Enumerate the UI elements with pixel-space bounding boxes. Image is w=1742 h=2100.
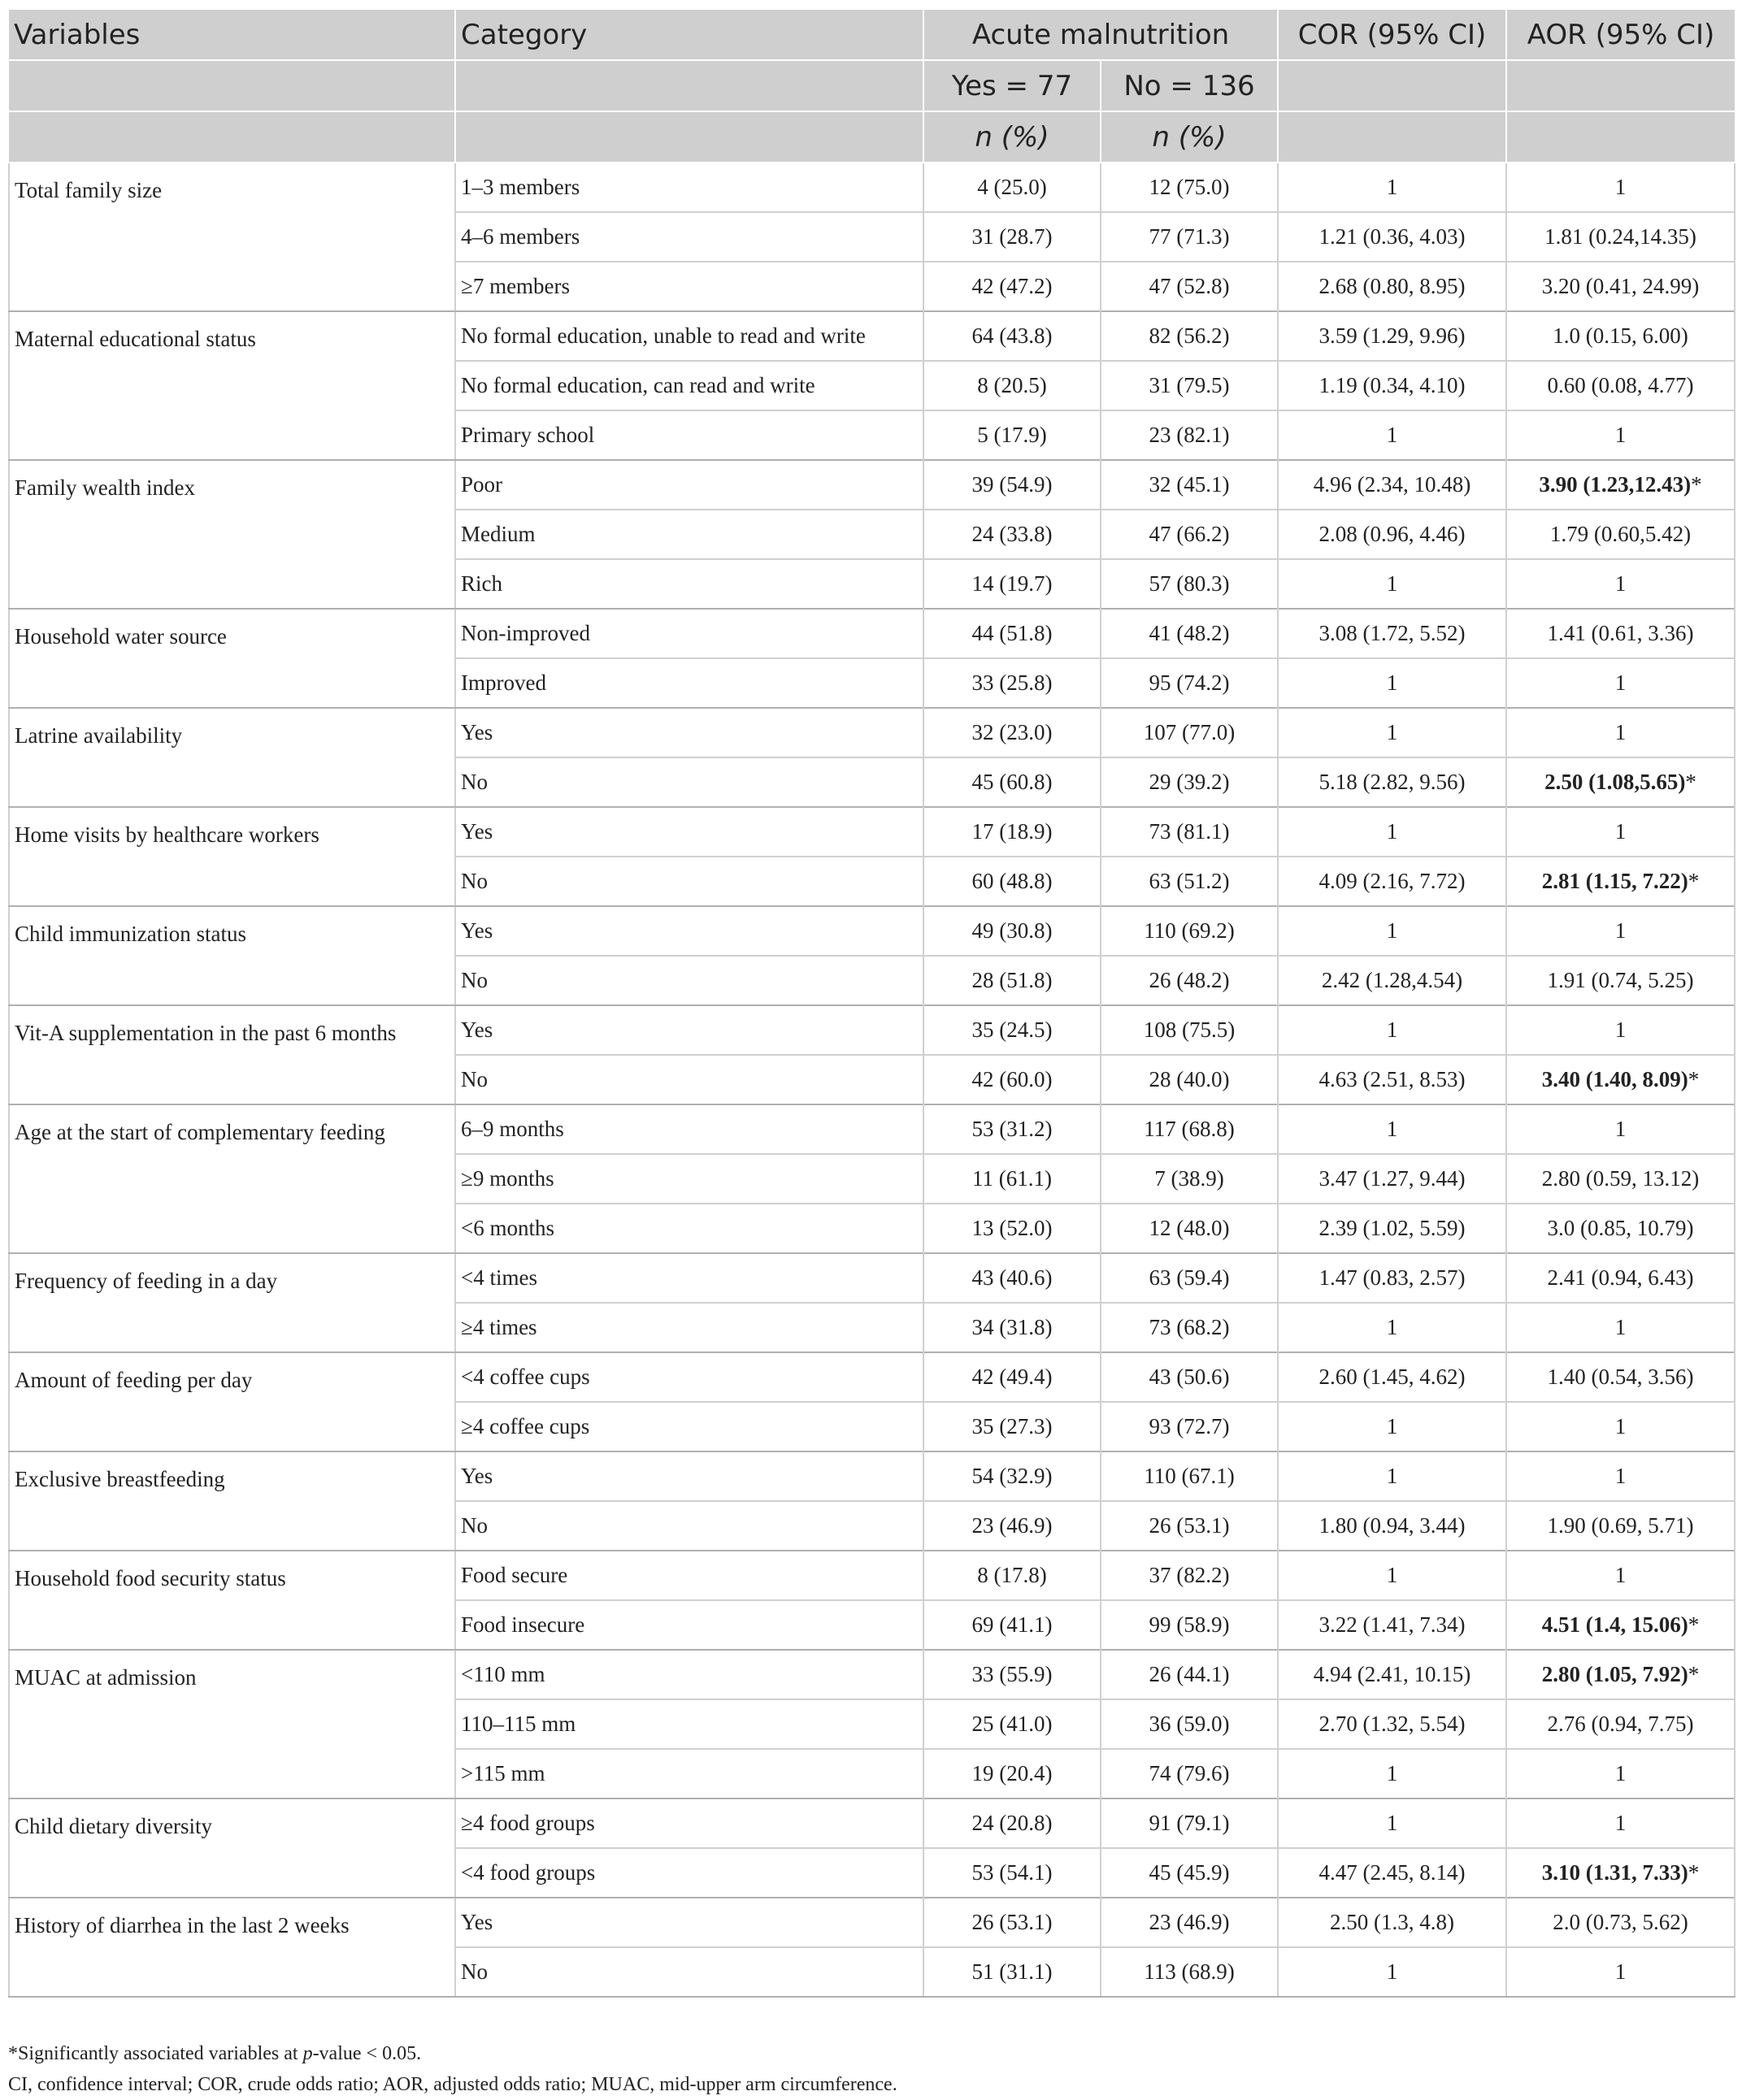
cell-cor: 1 (1278, 559, 1506, 609)
cell-no: 23 (82.1) (1101, 410, 1278, 460)
cell-no: 45 (45.9) (1101, 1848, 1278, 1898)
cell-yes: 45 (60.8) (923, 757, 1101, 807)
footnote-text: *Significantly associated variables at (8, 2043, 303, 2064)
cell-category: <6 months (455, 1204, 923, 1253)
cell-category: No (455, 1055, 923, 1104)
cell-category: No (455, 857, 923, 906)
cell-aor: 1 (1506, 1402, 1735, 1451)
table-row (9, 807, 1735, 857)
table-row (9, 609, 1735, 658)
cell-no: 43 (50.6) (1101, 1352, 1278, 1402)
header-no-count: No = 136 (1101, 60, 1278, 111)
cell-category: Yes (455, 807, 923, 857)
cell-aor: 1 (1506, 410, 1735, 460)
footnote-significance (8, 2038, 1731, 2069)
header-aor: AOR (95% CI) (1506, 10, 1735, 60)
header-blank (9, 60, 455, 111)
header-row-2 (9, 60, 1735, 111)
cell-no: 107 (77.0) (1101, 708, 1278, 757)
table-row (9, 1898, 1735, 1947)
cell-yes: 32 (23.0) (923, 708, 1101, 757)
cell-aor: 1 (1506, 658, 1735, 708)
header-blank (455, 111, 923, 163)
cell-variable: Family wealth index (9, 460, 455, 609)
cell-aor: 2.76 (0.94, 7.75) (1506, 1699, 1735, 1749)
header-yes-count: Yes = 77 (923, 60, 1101, 111)
table-row (9, 163, 1735, 212)
cell-aor: 2.41 (0.94, 6.43) (1506, 1253, 1735, 1303)
cell-variable: Latrine availability (9, 708, 455, 807)
table-row (9, 311, 1735, 361)
table-row (9, 1253, 1735, 1303)
header-row-3 (9, 111, 1735, 163)
cell-variable: Age at the start of complementary feeding (9, 1104, 455, 1253)
cell-cor: 1 (1278, 1303, 1506, 1352)
significance-marker: * (1688, 869, 1700, 893)
cell-no: 74 (79.6) (1101, 1749, 1278, 1798)
cell-aor: 1 (1506, 906, 1735, 956)
cell-category: Medium (455, 510, 923, 559)
cell-category: 6–9 months (455, 1104, 923, 1154)
results-table (8, 10, 1735, 1998)
cell-aor (1506, 460, 1735, 510)
cell-yes: 49 (30.8) (923, 906, 1101, 956)
cell-category: Food insecure (455, 1600, 923, 1650)
cell-cor: 4.94 (2.41, 10.15) (1278, 1650, 1506, 1699)
cell-variable: Child dietary diversity (9, 1798, 455, 1898)
table-row (9, 1352, 1735, 1402)
footnote-p-italic: p (302, 2043, 313, 2064)
cell-variable: Total family size (9, 163, 455, 311)
cell-yes: 23 (46.9) (923, 1501, 1101, 1551)
significance-marker: * (1688, 1612, 1700, 1637)
cell-variable: Frequency of feeding in a day (9, 1253, 455, 1352)
significance-marker: * (1691, 472, 1702, 497)
cell-no: 108 (75.5) (1101, 1005, 1278, 1055)
cell-yes: 17 (18.9) (923, 807, 1101, 857)
cell-cor: 2.60 (1.45, 4.62) (1278, 1352, 1506, 1402)
cell-aor: 1.40 (0.54, 3.56) (1506, 1352, 1735, 1402)
cell-cor: 2.70 (1.32, 5.54) (1278, 1699, 1506, 1749)
cell-yes: 28 (51.8) (923, 956, 1101, 1005)
cell-category: Yes (455, 1898, 923, 1947)
cell-cor: 2.42 (1.28,4.54) (1278, 956, 1506, 1005)
cell-no: 110 (67.1) (1101, 1451, 1278, 1501)
cell-aor: 3.0 (0.85, 10.79) (1506, 1204, 1735, 1253)
header-row-1 (9, 10, 1735, 60)
cell-yes: 24 (33.8) (923, 510, 1101, 559)
cell-aor: 1 (1506, 1798, 1735, 1848)
cell-no: 93 (72.7) (1101, 1402, 1278, 1451)
cell-aor (1506, 1848, 1735, 1898)
cell-cor: 2.08 (0.96, 4.46) (1278, 510, 1506, 559)
cell-cor: 1 (1278, 1551, 1506, 1600)
cell-aor (1506, 757, 1735, 807)
footnote-text: -value < 0.05. (312, 2043, 422, 2064)
cell-cor: 1 (1278, 1749, 1506, 1798)
cell-yes: 11 (61.1) (923, 1154, 1101, 1204)
cell-yes: 39 (54.9) (923, 460, 1101, 510)
header-blank (1278, 60, 1506, 111)
cell-no: 110 (69.2) (1101, 906, 1278, 956)
cell-aor: 1 (1506, 163, 1735, 212)
cell-no: 57 (80.3) (1101, 559, 1278, 609)
header-blank (1278, 111, 1506, 163)
table-footnotes (8, 2038, 1731, 2100)
cell-no: 47 (66.2) (1101, 510, 1278, 559)
cell-no: 63 (51.2) (1101, 857, 1278, 906)
cell-cor: 1 (1278, 1005, 1506, 1055)
cell-yes: 19 (20.4) (923, 1749, 1101, 1798)
cell-aor: 1 (1506, 1303, 1735, 1352)
header-category: Category (455, 10, 923, 60)
cell-no: 77 (71.3) (1101, 212, 1278, 262)
table-row (9, 1451, 1735, 1501)
cell-no: 31 (79.5) (1101, 361, 1278, 410)
table-row (9, 906, 1735, 956)
aor-significant-value: 2.50 (1.08,5.65) (1544, 770, 1686, 794)
cell-cor: 1 (1278, 1402, 1506, 1451)
cell-category: Yes (455, 1451, 923, 1501)
cell-no: 41 (48.2) (1101, 609, 1278, 658)
cell-cor: 2.68 (0.80, 8.95) (1278, 262, 1506, 311)
cell-yes: 33 (25.8) (923, 658, 1101, 708)
header-blank (1506, 60, 1735, 111)
cell-yes: 54 (32.9) (923, 1451, 1101, 1501)
cell-yes: 42 (60.0) (923, 1055, 1101, 1104)
cell-no: 28 (40.0) (1101, 1055, 1278, 1104)
cell-cor: 2.50 (1.3, 4.8) (1278, 1898, 1506, 1947)
cell-cor: 4.09 (2.16, 7.72) (1278, 857, 1506, 906)
cell-cor: 3.08 (1.72, 5.52) (1278, 609, 1506, 658)
cell-category: Non-improved (455, 609, 923, 658)
cell-cor: 1.80 (0.94, 3.44) (1278, 1501, 1506, 1551)
cell-no: 63 (59.4) (1101, 1253, 1278, 1303)
cell-cor: 1 (1278, 807, 1506, 857)
header-variables: Variables (9, 10, 455, 60)
cell-no: 73 (68.2) (1101, 1303, 1278, 1352)
cell-cor: 2.39 (1.02, 5.59) (1278, 1204, 1506, 1253)
cell-variable: Maternal educational status (9, 311, 455, 460)
cell-category: No formal education, unable to read and write (455, 311, 923, 361)
cell-no: 113 (68.9) (1101, 1947, 1278, 1997)
cell-cor: 1 (1278, 410, 1506, 460)
table-row (9, 1798, 1735, 1848)
table-row (9, 1650, 1735, 1699)
cell-yes: 64 (43.8) (923, 311, 1101, 361)
cell-category: <110 mm (455, 1650, 923, 1699)
cell-aor (1506, 857, 1735, 906)
cell-yes: 42 (47.2) (923, 262, 1101, 311)
cell-no: 26 (53.1) (1101, 1501, 1278, 1551)
cell-variable: MUAC at admission (9, 1650, 455, 1798)
cell-no: 82 (56.2) (1101, 311, 1278, 361)
cell-cor: 3.59 (1.29, 9.96) (1278, 311, 1506, 361)
cell-category: Food secure (455, 1551, 923, 1600)
cell-yes: 51 (31.1) (923, 1947, 1101, 1997)
cell-no: 12 (75.0) (1101, 163, 1278, 212)
aor-significant-value: 3.40 (1.40, 8.09) (1541, 1067, 1688, 1091)
table-row (9, 1551, 1735, 1600)
cell-no: 29 (39.2) (1101, 757, 1278, 807)
cell-category: ≥9 months (455, 1154, 923, 1204)
cell-variable: Amount of feeding per day (9, 1352, 455, 1451)
cell-variable: History of diarrhea in the last 2 weeks (9, 1898, 455, 1997)
cell-aor: 1.90 (0.69, 5.71) (1506, 1501, 1735, 1551)
cell-yes: 42 (49.4) (923, 1352, 1101, 1402)
cell-no: 36 (59.0) (1101, 1699, 1278, 1749)
significance-marker: * (1685, 770, 1696, 794)
cell-variable: Household water source (9, 609, 455, 708)
cell-category: Primary school (455, 410, 923, 460)
table-row (9, 1104, 1735, 1154)
cell-no: 91 (79.1) (1101, 1798, 1278, 1848)
cell-category: 4–6 members (455, 212, 923, 262)
cell-aor (1506, 1600, 1735, 1650)
cell-category: Improved (455, 658, 923, 708)
cell-no: 95 (74.2) (1101, 658, 1278, 708)
header-cor: COR (95% CI) (1278, 10, 1506, 60)
cell-yes: 8 (20.5) (923, 361, 1101, 410)
cell-no: 117 (68.8) (1101, 1104, 1278, 1154)
cell-cor: 1.19 (0.34, 4.10) (1278, 361, 1506, 410)
cell-category: Poor (455, 460, 923, 510)
table-header (9, 10, 1735, 163)
cell-category: ≥4 food groups (455, 1798, 923, 1848)
aor-significant-value: 2.80 (1.05, 7.92) (1541, 1662, 1688, 1686)
footnote-abbreviations: CI, confidence interval; COR, crude odds ratio; AOR, adjusted odds ratio; MUAC, mid-upper arm circumference. (8, 2074, 897, 2095)
cell-variable: Household food security status (9, 1551, 455, 1650)
cell-cor: 4.63 (2.51, 8.53) (1278, 1055, 1506, 1104)
cell-no: 12 (48.0) (1101, 1204, 1278, 1253)
cell-yes: 14 (19.7) (923, 559, 1101, 609)
cell-aor: 3.20 (0.41, 24.99) (1506, 262, 1735, 311)
cell-category: No formal education, can read and write (455, 361, 923, 410)
cell-aor: 0.60 (0.08, 4.77) (1506, 361, 1735, 410)
cell-yes: 43 (40.6) (923, 1253, 1101, 1303)
aor-significant-value: 2.81 (1.15, 7.22) (1541, 869, 1688, 893)
cell-yes: 31 (28.7) (923, 212, 1101, 262)
cell-aor: 1 (1506, 1451, 1735, 1501)
cell-yes: 13 (52.0) (923, 1204, 1101, 1253)
cell-yes: 4 (25.0) (923, 163, 1101, 212)
cell-category: Rich (455, 559, 923, 609)
cell-yes: 24 (20.8) (923, 1798, 1101, 1848)
cell-cor: 3.47 (1.27, 9.44) (1278, 1154, 1506, 1204)
cell-yes: 53 (54.1) (923, 1848, 1101, 1898)
cell-cor: 1.47 (0.83, 2.57) (1278, 1253, 1506, 1303)
cell-category: Yes (455, 906, 923, 956)
cell-cor: 5.18 (2.82, 9.56) (1278, 757, 1506, 807)
cell-variable: Home visits by healthcare workers (9, 807, 455, 906)
cell-no: 37 (82.2) (1101, 1551, 1278, 1600)
cell-yes: 34 (31.8) (923, 1303, 1101, 1352)
cell-no: 47 (52.8) (1101, 262, 1278, 311)
table-row (9, 1005, 1735, 1055)
cell-no: 23 (46.9) (1101, 1898, 1278, 1947)
cell-cor: 1 (1278, 658, 1506, 708)
cell-aor: 1.41 (0.61, 3.36) (1506, 609, 1735, 658)
cell-category: No (455, 1501, 923, 1551)
cell-category: ≥4 coffee cups (455, 1402, 923, 1451)
cell-yes: 33 (55.9) (923, 1650, 1101, 1699)
cell-category: No (455, 1947, 923, 1997)
cell-cor: 1 (1278, 906, 1506, 956)
cell-yes: 60 (48.8) (923, 857, 1101, 906)
header-acute-malnutrition: Acute malnutrition (923, 10, 1278, 60)
cell-no: 26 (48.2) (1101, 956, 1278, 1005)
cell-cor: 1 (1278, 1947, 1506, 1997)
table-row (9, 460, 1735, 510)
results-table-wrapper (8, 10, 1734, 1998)
header-n-pct-no: n (%) (1101, 111, 1278, 163)
aor-significant-value: 3.10 (1.31, 7.33) (1541, 1860, 1688, 1885)
cell-aor: 1 (1506, 1749, 1735, 1798)
cell-category: >115 mm (455, 1749, 923, 1798)
cell-category: Yes (455, 708, 923, 757)
cell-category: <4 coffee cups (455, 1352, 923, 1402)
cell-category: ≥4 times (455, 1303, 923, 1352)
cell-yes: 35 (27.3) (923, 1402, 1101, 1451)
table-body (9, 163, 1735, 1997)
cell-category: No (455, 956, 923, 1005)
significance-marker: * (1688, 1662, 1700, 1686)
cell-yes: 53 (31.2) (923, 1104, 1101, 1154)
cell-yes: 35 (24.5) (923, 1005, 1101, 1055)
aor-significant-value: 4.51 (1.4, 15.06) (1541, 1612, 1688, 1637)
cell-aor (1506, 1055, 1735, 1104)
cell-aor: 1 (1506, 708, 1735, 757)
cell-no: 99 (58.9) (1101, 1600, 1278, 1650)
cell-cor: 1.21 (0.36, 4.03) (1278, 212, 1506, 262)
cell-cor: 1 (1278, 163, 1506, 212)
cell-aor: 1 (1506, 1551, 1735, 1600)
cell-yes: 8 (17.8) (923, 1551, 1101, 1600)
cell-no: 26 (44.1) (1101, 1650, 1278, 1699)
cell-aor: 1.0 (0.15, 6.00) (1506, 311, 1735, 361)
cell-cor: 1 (1278, 708, 1506, 757)
cell-variable: Exclusive breastfeeding (9, 1451, 455, 1551)
cell-aor: 1 (1506, 559, 1735, 609)
cell-cor: 4.47 (2.45, 8.14) (1278, 1848, 1506, 1898)
cell-category: <4 times (455, 1253, 923, 1303)
cell-cor: 4.96 (2.34, 10.48) (1278, 460, 1506, 510)
cell-yes: 26 (53.1) (923, 1898, 1101, 1947)
cell-no: 32 (45.1) (1101, 460, 1278, 510)
cell-aor: 1 (1506, 1104, 1735, 1154)
significance-marker: * (1688, 1860, 1700, 1885)
cell-category: 1–3 members (455, 163, 923, 212)
cell-yes: 5 (17.9) (923, 410, 1101, 460)
cell-aor: 1 (1506, 1005, 1735, 1055)
cell-category: ≥7 members (455, 262, 923, 311)
cell-variable: Vit-A supplementation in the past 6 months (9, 1005, 455, 1104)
cell-aor (1506, 1650, 1735, 1699)
cell-cor: 1 (1278, 1451, 1506, 1501)
significance-marker: * (1688, 1067, 1700, 1091)
table-row (9, 708, 1735, 757)
cell-aor: 1.81 (0.24,14.35) (1506, 212, 1735, 262)
cell-aor: 1 (1506, 807, 1735, 857)
cell-variable: Child immunization status (9, 906, 455, 1005)
cell-no: 73 (81.1) (1101, 807, 1278, 857)
cell-cor: 3.22 (1.41, 7.34) (1278, 1600, 1506, 1650)
cell-category: 110–115 mm (455, 1699, 923, 1749)
header-blank (9, 111, 455, 163)
cell-yes: 25 (41.0) (923, 1699, 1101, 1749)
cell-category: <4 food groups (455, 1848, 923, 1898)
cell-aor: 1.79 (0.60,5.42) (1506, 510, 1735, 559)
cell-cor: 1 (1278, 1798, 1506, 1848)
cell-aor: 1.91 (0.74, 5.25) (1506, 956, 1735, 1005)
header-blank (1506, 111, 1735, 163)
cell-aor: 1 (1506, 1947, 1735, 1997)
cell-yes: 44 (51.8) (923, 609, 1101, 658)
cell-category: No (455, 757, 923, 807)
cell-aor: 2.80 (0.59, 13.12) (1506, 1154, 1735, 1204)
cell-no: 7 (38.9) (1101, 1154, 1278, 1204)
cell-cor: 1 (1278, 1104, 1506, 1154)
header-n-pct-yes: n (%) (923, 111, 1101, 163)
aor-significant-value: 3.90 (1.23,12.43) (1539, 472, 1692, 497)
cell-category: Yes (455, 1005, 923, 1055)
cell-aor: 2.0 (0.73, 5.62) (1506, 1898, 1735, 1947)
cell-yes: 69 (41.1) (923, 1600, 1101, 1650)
header-blank (455, 60, 923, 111)
